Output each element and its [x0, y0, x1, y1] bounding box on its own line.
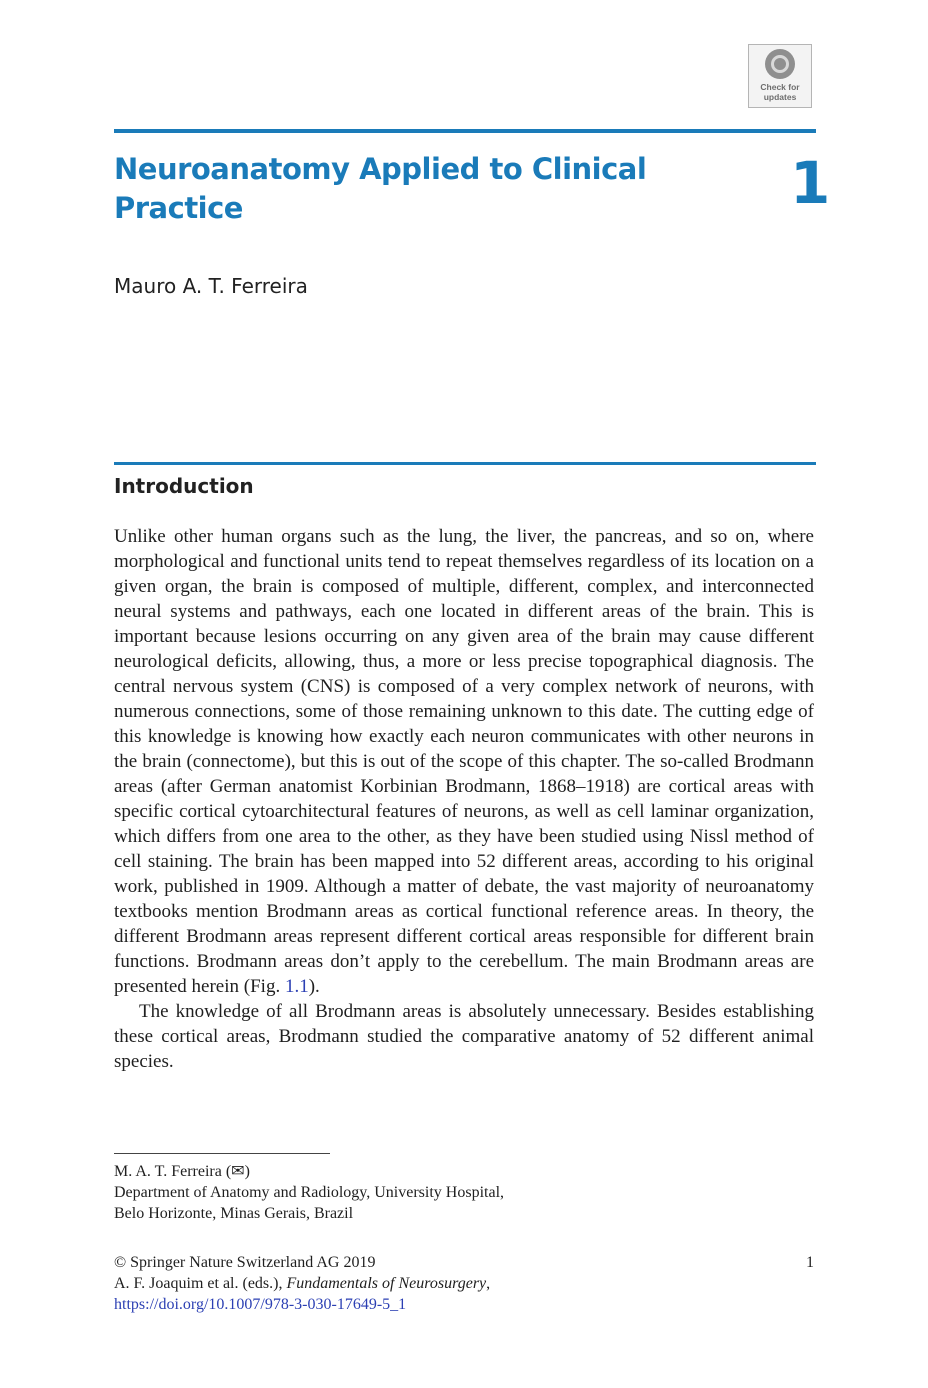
publication-info — [114, 1252, 714, 1315]
chapter-author: Mauro A. T. Ferreira — [114, 274, 308, 298]
section-rule — [114, 462, 816, 465]
check-updates-icon — [765, 49, 795, 79]
body-text — [114, 524, 814, 1074]
doi-link[interactable]: https://doi.org/10.1007/978-3-030-17649-5_1 — [114, 1296, 407, 1313]
footnote-rule — [114, 1153, 330, 1154]
footnote-author: M. A. T. Ferreira (✉) — [114, 1163, 250, 1180]
citation-line — [114, 1273, 714, 1294]
check-for-updates-badge[interactable] — [748, 44, 812, 108]
paragraph-text: Unlike other human organs such as the lung, the liver, the pancreas, and so on, where morphological and functional units tend to repeat themselves regardless of its location on a given organ, the brain is composed of multiple, different, complex, and interconnected neural systems and pathways, each one located in different areas of the brain. This is important because lesions occurring on any given area of the brain may cause different neurological deficits, allowing, thus, a more or less precise topographical diagnosis. The central nervous system (CNS) is composed of a very complex network of neurons, with numerous connections, some of those remaining unknown to this date. The cutting edge of this knowledge is knowing how exactly each neuron communicates with other neurons in the brain (connectome), but this is out of the scope of this chapter. The so-called Brodmann areas (after German anatomist Korbinian Brodmann, 1868–1918) are cortical areas with specific cortical cytoarchitectural features of neurons, as well as cell laminar organization, which differs from one area to the other, as they have been studied using Nissl method of cell staining. The brain has been mapped into 52 different areas, according to his original work, published in 1909. Although a matter of debate, the vast majority of neuroanatomy textbooks mention Brodmann areas as cortical functional reference areas. In theory, the different Brodmann areas represent different cortical areas responsible for different brain functions. Brodmann areas don’t apply to the cerebellum. The main Brodmann areas are presented herein (Fig. — [114, 526, 814, 997]
chapter-top-rule — [114, 129, 816, 133]
figure-reference-link[interactable]: 1.1 — [284, 976, 309, 997]
check-for-updates-label: Check for updates — [760, 82, 800, 102]
footnote-affiliation: Belo Horizonte, Minas Gerais, Brazil — [114, 1205, 354, 1222]
section-heading: Introduction — [114, 474, 254, 498]
paragraph — [114, 524, 814, 999]
citation-suffix: , — [486, 1275, 491, 1292]
copyright-line: © Springer Nature Switzerland AG 2019 — [114, 1254, 376, 1271]
author-footnote — [114, 1161, 714, 1224]
citation-editors: A. F. Joaquim et al. (eds.), — [114, 1275, 287, 1292]
book-title: Fundamentals of Neurosurgery — [286, 1275, 487, 1292]
paragraph: The knowledge of all Brodmann areas is absolutely unnecessary. Besides establishing these cortical areas, Brodmann studied the comparative anatomy of 52 different animal species. — [114, 1001, 814, 1072]
paragraph-text-end: ). — [308, 976, 320, 997]
chapter-number: 1 — [790, 149, 831, 217]
footnote-affiliation: Department of Anatomy and Radiology, University Hospital, — [114, 1184, 505, 1201]
chapter-title: Neuroanatomy Applied to Clinical Practice — [114, 152, 647, 225]
page-number: 1 — [806, 1254, 814, 1271]
